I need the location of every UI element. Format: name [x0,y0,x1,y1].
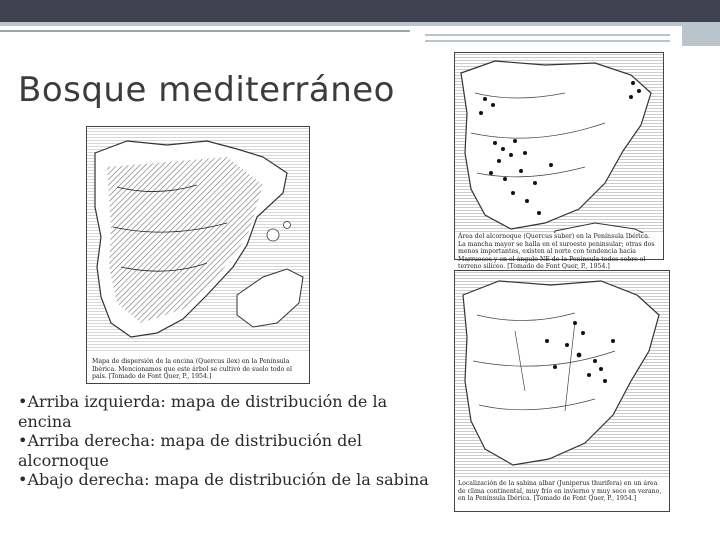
iberian-peninsula-map-image [87,127,309,383]
slide-top-accent [0,22,720,26]
slide-bullet-list [18,392,438,490]
encina-distribution-map [86,126,310,384]
slide-title: Bosque mediterráneo [18,70,395,110]
iberian-peninsula-map-image [455,271,669,511]
bullet-item: •Arriba derecha: mapa de distribución del alcornoque [18,431,362,470]
decorative-square [682,24,720,46]
alcornoque-distribution-map [454,52,664,260]
sabina-map-caption: Localización de la sabina albar (Juniperus thurifera) en un área de clima continental, muy frío en invierno y muy seco en verano, en la Península Ibérica. [Tomado de Font Quer, P., 1954.] [458,480,662,503]
encina-map-caption: Mapa de dispersión de la encina (Quercus ilex) en la Península Ibérica. Mencionamos que este árbol se cultivó de suelo todo el país. [Tomado de Font Quer, P., 1954.] [92,358,292,381]
decorative-line [0,30,410,32]
bullet-item: •Arriba izquierda: mapa de distribución de la encina [18,392,388,431]
iberian-peninsula-map-image [455,53,663,259]
bullet-item: •Abajo derecha: mapa de distribución de la sabina [18,470,429,490]
decorative-line [425,40,670,42]
alcornoque-map-caption: Área del alcornoque (Quercus suber) en la Península Ibérica. La mancha mayor se halla en el suroeste peninsular; otras dos menos importantes, existen al norte con tendencia hacia Marruecos y en el ángulo NE de la Península todos sobre el terreno silíceo. [Tomado de Font Quer, P., 1954.] [458,233,655,271]
decorative-line [425,34,670,36]
sabina-distribution-map [454,270,670,512]
slide-top-bar [0,0,720,22]
